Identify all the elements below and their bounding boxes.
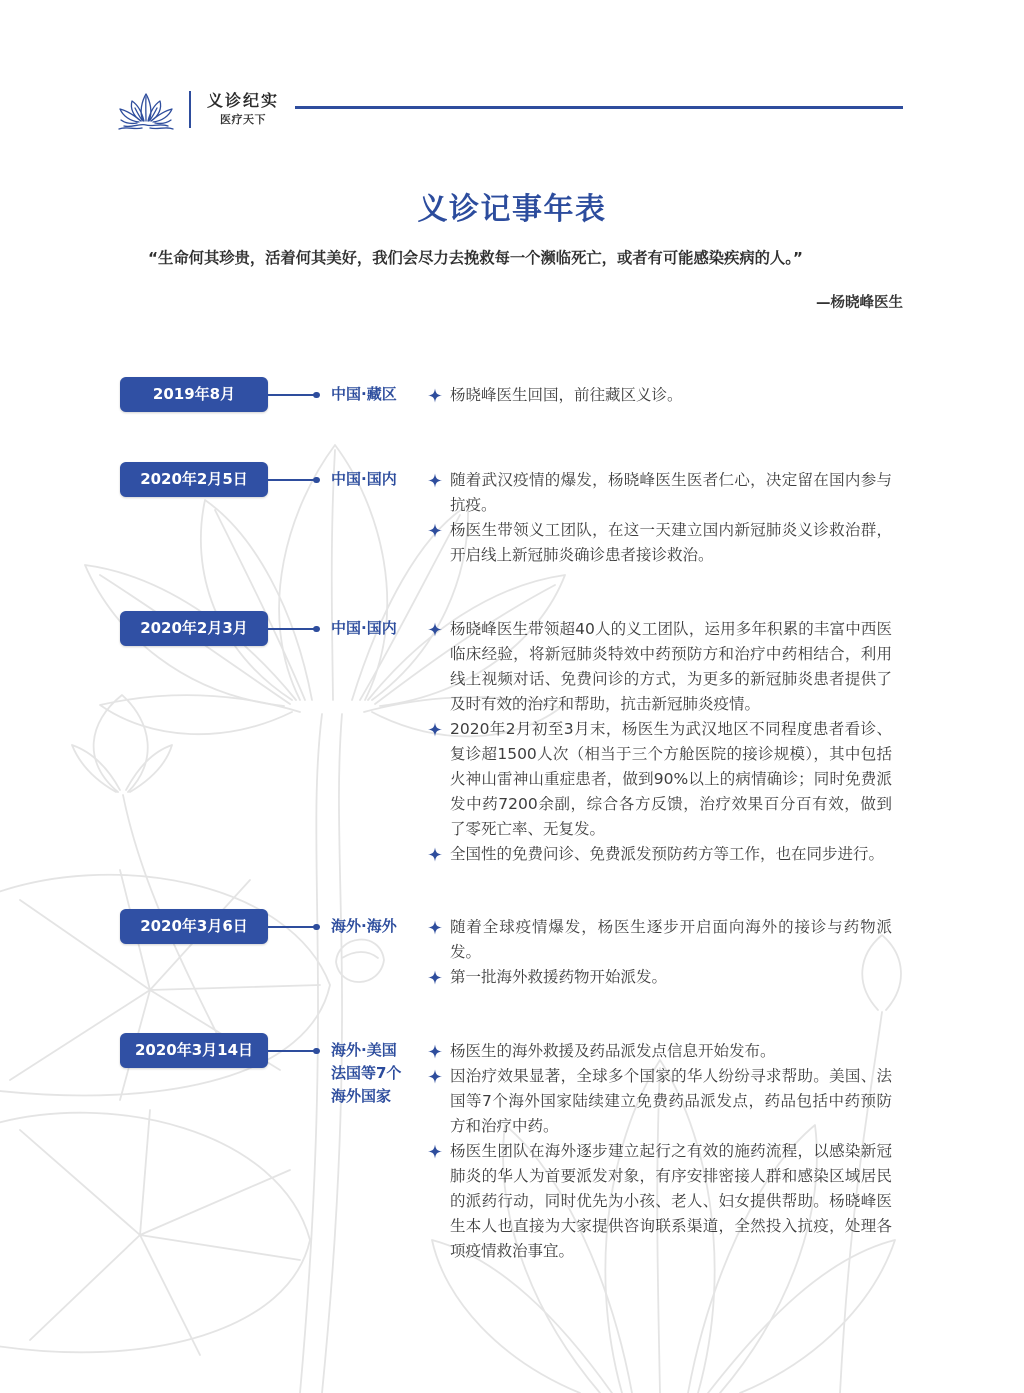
- event-text: 杨医生带领义工团队，在这一天建立国内新冠肺炎义诊救治群，开启线上新冠肺炎确诊患者接诊救治。: [450, 521, 892, 564]
- event-text: 杨医生的海外救援及药品派发点信息开始发布。: [450, 1042, 776, 1060]
- connector-dot: [313, 1048, 320, 1055]
- event-list: [428, 617, 892, 867]
- date-badge: 2020年2月3月: [120, 611, 268, 646]
- event-item: [428, 717, 892, 842]
- connector-dot: [313, 392, 320, 399]
- brand-subtitle: 医疗天下: [220, 113, 266, 126]
- page-title: 义诊记事年表: [417, 192, 607, 227]
- lotus-logo-icon: [116, 88, 176, 130]
- event-item: [428, 1039, 892, 1064]
- event-list: [428, 383, 892, 408]
- quote-text: “生命何其珍贵，活着何其美好，我们会尽力去挽救每一个濒临死亡，或者有可能感染疾病的人。”: [148, 249, 803, 267]
- event-item: [428, 617, 892, 717]
- four-point-star-icon: [428, 920, 442, 935]
- date-badge: 2019年8月: [120, 377, 268, 412]
- four-point-star-icon: [428, 722, 442, 737]
- event-text: 全国性的免费问诊、免费派发预防药方等工作，也在同步进行。: [450, 845, 885, 863]
- event-item: [428, 1139, 892, 1264]
- event-item: [428, 383, 892, 408]
- event-text: 杨晓峰医生回国，前往藏区义诊。: [450, 386, 683, 404]
- header-rule: [295, 106, 903, 109]
- event-item: [428, 842, 892, 867]
- date-badge: 2020年2月5日: [120, 462, 268, 497]
- four-point-star-icon: [428, 388, 442, 403]
- connector-line: [268, 628, 316, 630]
- connector-line: [268, 394, 316, 396]
- connector-line: [268, 926, 316, 928]
- header-divider: [189, 91, 191, 128]
- connector-line: [268, 479, 316, 481]
- four-point-star-icon: [428, 847, 442, 862]
- event-text: 杨医生团队在海外逐步建立起行之有效的施药流程，以感染新冠肺炎的华人为首要派发对象，有序安排密接人群和感染区域居民的派药行动，同时优先为小孩、老人、妇女提供帮助。杨晓峰医生本人也直接为大家提供咨询联系渠道，全然投入抗疫，处理各项疫情救治事宜。: [450, 1142, 892, 1260]
- brand-title: 义诊纪实: [207, 91, 280, 110]
- four-point-star-icon: [428, 970, 442, 985]
- event-item: [428, 468, 892, 518]
- date-badge: 2020年3月14日: [120, 1033, 268, 1068]
- location-label: 海外·美国法国等7个海外国家: [331, 1041, 402, 1105]
- event-list: [428, 915, 892, 990]
- date-badge: 2020年3月6日: [120, 909, 268, 944]
- event-text: 随着全球疫情爆发，杨医生逐步开启面向海外的接诊与药物派发。: [450, 918, 892, 961]
- quote-attribution: —杨晓峰医生: [816, 295, 903, 311]
- connector-dot: [313, 477, 320, 484]
- four-point-star-icon: [428, 622, 442, 637]
- connector-line: [268, 1050, 316, 1052]
- event-list: [428, 468, 892, 568]
- event-text: 第一批海外救援药物开始派发。: [450, 968, 668, 986]
- four-point-star-icon: [428, 473, 442, 488]
- event-item: [428, 965, 892, 990]
- event-list: [428, 1039, 892, 1264]
- location-label: 中国·国内: [331, 619, 397, 637]
- location-label: 中国·藏区: [331, 385, 397, 403]
- event-text: 因治疗效果显著，全球多个国家的华人纷纷寻求帮助。美国、法国等7个海外国家陆续建立免费药品派发点，药品包括中药预防方和治疗中药。: [450, 1067, 892, 1135]
- event-text: 2020年2月初至3月末，杨医生为武汉地区不同程度患者看诊、复诊超1500人次（相当于三个方舱医院的接诊规模），其中包括火神山雷神山重症患者，做到90%以上的病情确诊；同时免费派发中药7200余副，综合各方反馈，治疗效果百分百有效，做到了零死亡率、无复发。: [450, 720, 892, 838]
- four-point-star-icon: [428, 1044, 442, 1059]
- event-item: [428, 518, 892, 568]
- event-text: 杨晓峰医生带领超40人的义工团队，运用多年积累的丰富中西医临床经验，将新冠肺炎特效中药预防方和治疗中药相结合，利用线上视频对话、免费问诊的方式，为更多的新冠肺炎患者提供了及时有效的治疗和帮助，抗击新冠肺炎疫情。: [450, 620, 892, 713]
- four-point-star-icon: [428, 1069, 442, 1084]
- four-point-star-icon: [428, 523, 442, 538]
- connector-dot: [313, 924, 320, 931]
- event-text: 随着武汉疫情的爆发，杨晓峰医生医者仁心，决定留在国内参与抗疫。: [450, 471, 892, 514]
- event-item: [428, 915, 892, 965]
- location-label: 海外·海外: [331, 917, 397, 935]
- four-point-star-icon: [428, 1144, 442, 1159]
- connector-dot: [313, 626, 320, 633]
- location-label: 中国·国内: [331, 470, 397, 488]
- event-item: [428, 1064, 892, 1139]
